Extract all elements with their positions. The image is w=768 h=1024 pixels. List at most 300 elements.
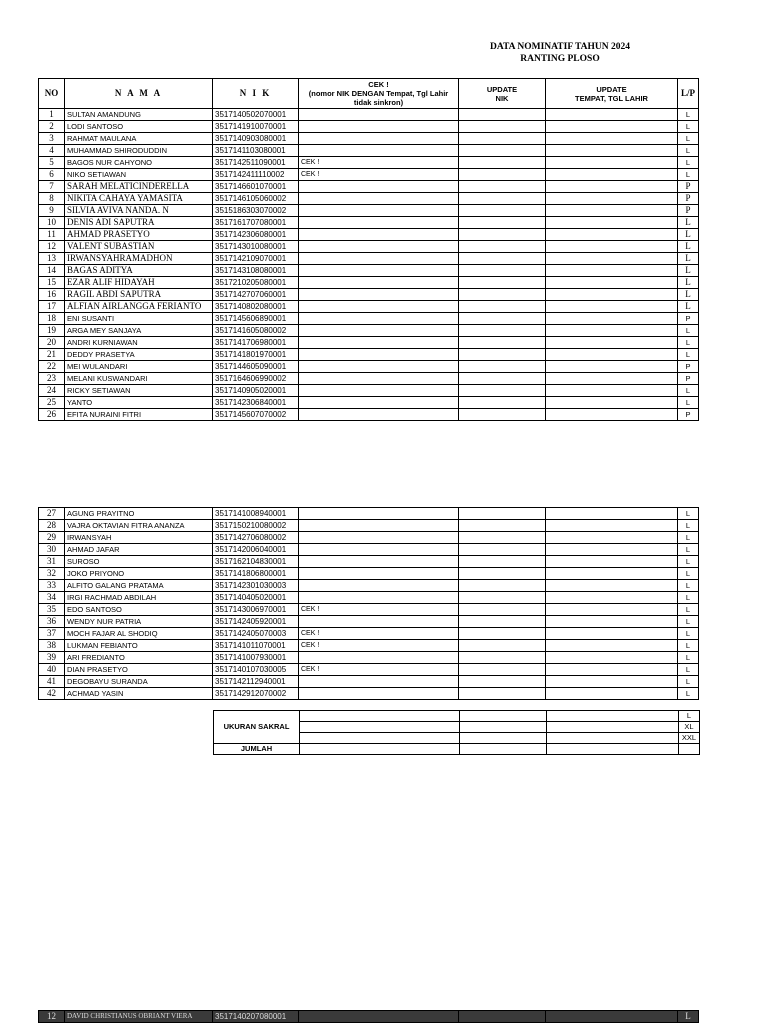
row-cek: CEK ! bbox=[299, 664, 459, 676]
table-row bbox=[39, 616, 699, 628]
row-nama: RAHMAT MAULANA bbox=[65, 133, 213, 145]
summary-cell bbox=[300, 722, 460, 733]
row-no: 7 bbox=[39, 181, 65, 193]
row-cek bbox=[299, 397, 459, 409]
row-no: 15 bbox=[39, 277, 65, 289]
summary-cell bbox=[547, 744, 679, 755]
row-nik: 3515186303070002 bbox=[213, 205, 299, 217]
row-no: 21 bbox=[39, 349, 65, 361]
row-nik: 3517164606990002 bbox=[213, 373, 299, 385]
row-update-ttl bbox=[546, 520, 678, 532]
row-nama: ALFITO GALANG PRATAMA bbox=[65, 580, 213, 592]
header-nik: N I K bbox=[213, 79, 299, 109]
row-update-nik bbox=[459, 157, 546, 169]
row-nik: 3517145607070002 bbox=[213, 409, 299, 421]
row-no: 34 bbox=[39, 592, 65, 604]
row-nik: 3517210205080001 bbox=[213, 277, 299, 289]
summary-cell bbox=[460, 711, 547, 722]
row-lp: L bbox=[678, 580, 699, 592]
summary-cell bbox=[547, 733, 679, 744]
table-row bbox=[39, 628, 699, 640]
row-update-ttl bbox=[546, 121, 678, 133]
row-nama: SARAH MELATICINDERELLA bbox=[65, 181, 213, 193]
row-nik: 3517150210080002 bbox=[213, 520, 299, 532]
row-lp: L bbox=[678, 592, 699, 604]
row-cek: CEK ! bbox=[299, 157, 459, 169]
row-update-ttl bbox=[546, 409, 678, 421]
table-row bbox=[39, 253, 699, 265]
row-no: 10 bbox=[39, 217, 65, 229]
row-update-ttl bbox=[546, 373, 678, 385]
row-update-ttl bbox=[546, 580, 678, 592]
table-row bbox=[39, 145, 699, 157]
row-no: 4 bbox=[39, 145, 65, 157]
row-update-ttl bbox=[546, 604, 678, 616]
row-update-nik bbox=[459, 580, 546, 592]
row-no: 30 bbox=[39, 544, 65, 556]
row-cek bbox=[299, 253, 459, 265]
row-update-nik bbox=[459, 109, 546, 121]
header-cek-line-1: CEK ! bbox=[368, 80, 389, 89]
row-nik: 3517140405020001 bbox=[213, 592, 299, 604]
row-lp: L bbox=[678, 349, 699, 361]
row-cek bbox=[299, 217, 459, 229]
row-update-ttl bbox=[546, 265, 678, 277]
summary-cell bbox=[547, 722, 679, 733]
row-nama: BAGAS ADITYA bbox=[65, 265, 213, 277]
row-update-nik bbox=[459, 229, 546, 241]
row-update-ttl bbox=[546, 544, 678, 556]
row-no: 14 bbox=[39, 265, 65, 277]
row-update-ttl bbox=[546, 229, 678, 241]
row-update-nik bbox=[459, 604, 546, 616]
table-row bbox=[39, 604, 699, 616]
row-no: 25 bbox=[39, 397, 65, 409]
row-update-ttl bbox=[546, 325, 678, 337]
row-nama: NIKITA CAHAYA YAMASITA bbox=[65, 193, 213, 205]
row-update-nik bbox=[459, 349, 546, 361]
table-row bbox=[39, 157, 699, 169]
table-row bbox=[39, 337, 699, 349]
row-lp: L bbox=[678, 337, 699, 349]
row-update-nik bbox=[459, 289, 546, 301]
table-row bbox=[39, 193, 699, 205]
row-cek: CEK ! bbox=[299, 640, 459, 652]
row-cek bbox=[299, 373, 459, 385]
row-no: 5 bbox=[39, 157, 65, 169]
row-nama: MUHAMMAD SHIRODUDDIN bbox=[65, 145, 213, 157]
row-update-ttl bbox=[546, 205, 678, 217]
row-nama: LUKMAN FEBIANTO bbox=[65, 640, 213, 652]
row-update-ttl bbox=[546, 169, 678, 181]
row-update-nik bbox=[459, 592, 546, 604]
row-update-nik bbox=[459, 361, 546, 373]
row-nik: 3517141806800001 bbox=[213, 568, 299, 580]
title-line-1: DATA NOMINATIF TAHUN 2024 bbox=[490, 42, 630, 52]
row-update-nik bbox=[459, 409, 546, 421]
row-update-ttl bbox=[546, 568, 678, 580]
row-lp: L bbox=[678, 544, 699, 556]
row-lp: L bbox=[678, 556, 699, 568]
table-row bbox=[39, 241, 699, 253]
table-row bbox=[39, 409, 699, 421]
jumlah-label: JUMLAH bbox=[214, 744, 300, 755]
row-update-nik bbox=[459, 1011, 546, 1023]
row-lp bbox=[678, 1011, 699, 1023]
row-nik: 3517143010080001 bbox=[213, 241, 299, 253]
table-row bbox=[39, 109, 699, 121]
row-update-ttl bbox=[546, 616, 678, 628]
row-cek bbox=[299, 652, 459, 664]
row-lp: L bbox=[678, 652, 699, 664]
row-cek bbox=[299, 532, 459, 544]
row-no: 3 bbox=[39, 133, 65, 145]
table-row bbox=[39, 385, 699, 397]
row-no bbox=[39, 1011, 65, 1023]
row-update-ttl bbox=[546, 241, 678, 253]
row-nama: IRGI RACHMAD ABDILAH bbox=[65, 592, 213, 604]
row-lp: L bbox=[678, 532, 699, 544]
row-lp: L bbox=[678, 157, 699, 169]
row-lp: L bbox=[678, 217, 699, 229]
row-cek bbox=[299, 580, 459, 592]
row-update-ttl bbox=[546, 349, 678, 361]
row-no: 28 bbox=[39, 520, 65, 532]
table-row bbox=[39, 289, 699, 301]
row-update-nik bbox=[459, 193, 546, 205]
summary-cell bbox=[460, 744, 547, 755]
row-cek bbox=[299, 193, 459, 205]
row-update-ttl bbox=[546, 640, 678, 652]
row-update-ttl bbox=[546, 664, 678, 676]
row-update-nik bbox=[459, 217, 546, 229]
row-nik: 3517142306840001 bbox=[213, 397, 299, 409]
row-lp: L bbox=[678, 145, 699, 157]
row-nik: 3517141910070001 bbox=[213, 121, 299, 133]
table-row bbox=[39, 640, 699, 652]
size-xl: XL bbox=[679, 722, 700, 733]
document-title bbox=[440, 41, 680, 65]
row-nama: SULTAN AMANDUNG bbox=[65, 109, 213, 121]
row-nik: 3517141011070001 bbox=[213, 640, 299, 652]
table-row bbox=[39, 121, 699, 133]
row-update-nik bbox=[459, 277, 546, 289]
row-nama: AHMAD PRASETYO bbox=[65, 229, 213, 241]
row-update-nik bbox=[459, 205, 546, 217]
row-nik: 3517141007930001 bbox=[213, 652, 299, 664]
row-nama: DEDDY PRASETYA bbox=[65, 349, 213, 361]
row-update-ttl bbox=[546, 145, 678, 157]
row-nama: JOKO PRIYONO bbox=[65, 568, 213, 580]
row-update-nik bbox=[459, 688, 546, 700]
row-lp: L bbox=[678, 121, 699, 133]
row-update-nik bbox=[459, 373, 546, 385]
row-lp: P bbox=[678, 193, 699, 205]
table-row bbox=[39, 556, 699, 568]
row-nama: ENI SUSANTI bbox=[65, 313, 213, 325]
ukuran-sakral-label: UKURAN SAKRAL bbox=[214, 711, 300, 744]
row-lp: L bbox=[678, 109, 699, 121]
row-update-ttl bbox=[546, 253, 678, 265]
row-cek bbox=[299, 241, 459, 253]
row-lp: L bbox=[678, 664, 699, 676]
table-row bbox=[39, 325, 699, 337]
row-update-ttl bbox=[546, 337, 678, 349]
row-cek bbox=[299, 265, 459, 277]
table-row bbox=[39, 133, 699, 145]
footer-row-table bbox=[38, 1010, 699, 1023]
row-lp: L bbox=[678, 169, 699, 181]
row-nama: SUROSO bbox=[65, 556, 213, 568]
row-nama: BAGOS NUR CAHYONO bbox=[65, 157, 213, 169]
row-lp: L bbox=[678, 301, 699, 313]
row-nama: EZAR ALIF HIDAYAH bbox=[65, 277, 213, 289]
row-no: 36 bbox=[39, 616, 65, 628]
row-nik: 3517142405070003 bbox=[213, 628, 299, 640]
row-nik: 3517140107030005 bbox=[213, 664, 299, 676]
row-nama: AHMAD JAFAR bbox=[65, 544, 213, 556]
row-lp: L bbox=[678, 688, 699, 700]
table-row bbox=[39, 169, 699, 181]
header-no: NO bbox=[39, 79, 65, 109]
row-update-nik bbox=[459, 520, 546, 532]
table-row bbox=[39, 277, 699, 289]
row-update-nik bbox=[459, 508, 546, 520]
row-update-ttl bbox=[546, 277, 678, 289]
row-lp: P bbox=[678, 313, 699, 325]
row-nama: DENIS ADI SAPUTRA bbox=[65, 217, 213, 229]
row-update-nik bbox=[459, 325, 546, 337]
row-cek bbox=[299, 385, 459, 397]
row-update-nik bbox=[459, 640, 546, 652]
row-nama: VALENT SUBASTIAN bbox=[65, 241, 213, 253]
row-cek bbox=[299, 616, 459, 628]
row-lp: P bbox=[678, 181, 699, 193]
row-cek: CEK ! bbox=[299, 604, 459, 616]
header-update-nik bbox=[459, 79, 546, 109]
row-no: 18 bbox=[39, 313, 65, 325]
row-nik: 3517141801970001 bbox=[213, 349, 299, 361]
row-update-ttl bbox=[546, 532, 678, 544]
nominatif-table-bottom bbox=[38, 507, 699, 700]
row-update-nik bbox=[459, 628, 546, 640]
row-cek bbox=[299, 277, 459, 289]
table-row bbox=[39, 592, 699, 604]
row-cek bbox=[299, 676, 459, 688]
table-row bbox=[39, 373, 699, 385]
table-row bbox=[39, 580, 699, 592]
row-nama: ARI FREDIANTO bbox=[65, 652, 213, 664]
row-lp: L bbox=[678, 229, 699, 241]
row-no: 33 bbox=[39, 580, 65, 592]
row-nik: 3517140502070001 bbox=[213, 109, 299, 121]
row-no: 11 bbox=[39, 229, 65, 241]
row-cek bbox=[299, 121, 459, 133]
row-lp: L bbox=[678, 133, 699, 145]
row-lp: L bbox=[678, 676, 699, 688]
row-cek bbox=[299, 109, 459, 121]
table-row bbox=[39, 301, 699, 313]
table-row bbox=[39, 205, 699, 217]
nominatif-table-top bbox=[38, 78, 699, 421]
row-no: 16 bbox=[39, 289, 65, 301]
header-cek bbox=[299, 79, 459, 109]
row-nik: 3517141605080002 bbox=[213, 325, 299, 337]
row-nama: AGUNG PRAYITNO bbox=[65, 508, 213, 520]
row-no: 9 bbox=[39, 205, 65, 217]
row-nik: 3517142109070001 bbox=[213, 253, 299, 265]
row-cek bbox=[299, 145, 459, 157]
row-nik-text: 3517140207080001 bbox=[215, 1012, 287, 1021]
row-nik: 3517142511090001 bbox=[213, 157, 299, 169]
row-cek bbox=[299, 1011, 459, 1023]
row-lp: L bbox=[678, 385, 699, 397]
header-cek-line-3: tidak sinkron) bbox=[353, 98, 404, 107]
row-update-nik bbox=[459, 544, 546, 556]
row-update-nik bbox=[459, 121, 546, 133]
header-lp: L/P bbox=[678, 79, 699, 109]
row-cek bbox=[299, 688, 459, 700]
row-lp-text: L bbox=[685, 1011, 691, 1021]
row-no: 23 bbox=[39, 373, 65, 385]
row-nama: LODI SANTOSO bbox=[65, 121, 213, 133]
row-update-ttl bbox=[546, 397, 678, 409]
row-no: 29 bbox=[39, 532, 65, 544]
row-nama: MELANI KUSWANDARI bbox=[65, 373, 213, 385]
row-no: 41 bbox=[39, 676, 65, 688]
row-no: 1 bbox=[39, 109, 65, 121]
table-row bbox=[39, 349, 699, 361]
row-nik: 3517142912070002 bbox=[213, 688, 299, 700]
row-nik: 3517142301030003 bbox=[213, 580, 299, 592]
row-update-nik bbox=[459, 556, 546, 568]
row-no: 40 bbox=[39, 664, 65, 676]
row-nik: 3517142707060001 bbox=[213, 289, 299, 301]
row-lp: L bbox=[678, 277, 699, 289]
row-cek bbox=[299, 229, 459, 241]
row-update-nik bbox=[459, 241, 546, 253]
row-update-ttl bbox=[546, 385, 678, 397]
row-update-ttl bbox=[546, 157, 678, 169]
row-update-nik bbox=[459, 397, 546, 409]
row-update-ttl bbox=[546, 688, 678, 700]
row-update-ttl bbox=[546, 556, 678, 568]
row-lp: L bbox=[678, 520, 699, 532]
row-cek bbox=[299, 301, 459, 313]
header-update-ttl bbox=[546, 79, 678, 109]
row-update-nik bbox=[459, 568, 546, 580]
row-lp: L bbox=[678, 640, 699, 652]
summary-cell bbox=[300, 711, 460, 722]
row-lp: L bbox=[678, 604, 699, 616]
table-row bbox=[39, 217, 699, 229]
summary-cell bbox=[547, 711, 679, 722]
header-update-ttl-line-1: UPDATE bbox=[596, 84, 627, 94]
table-row bbox=[39, 313, 699, 325]
row-nama: MOCH FAJAR AL SHODIQ bbox=[65, 628, 213, 640]
row-no: 12 bbox=[39, 241, 65, 253]
row-nik: 3517142306080001 bbox=[213, 229, 299, 241]
row-nik: 3517140905020001 bbox=[213, 385, 299, 397]
row-nama: EFITA NURAINI FITRI bbox=[65, 409, 213, 421]
row-cek bbox=[299, 313, 459, 325]
row-update-nik bbox=[459, 265, 546, 277]
row-cek bbox=[299, 592, 459, 604]
row-nik: 3517143006970001 bbox=[213, 604, 299, 616]
title-line-2: RANTING PLOSO bbox=[520, 54, 600, 64]
row-update-ttl bbox=[546, 676, 678, 688]
row-no: 6 bbox=[39, 169, 65, 181]
row-nama: DIAN PRASETYO bbox=[65, 664, 213, 676]
row-nama: VAJRA OKTAVIAN FITRA ANANZA bbox=[65, 520, 213, 532]
row-cek bbox=[299, 133, 459, 145]
row-nik: 3517142405920001 bbox=[213, 616, 299, 628]
row-nama: RICKY SETIAWAN bbox=[65, 385, 213, 397]
table-row bbox=[39, 676, 699, 688]
row-nik: 3517142706080002 bbox=[213, 532, 299, 544]
row-cek bbox=[299, 544, 459, 556]
row-lp: L bbox=[678, 325, 699, 337]
row-cek bbox=[299, 337, 459, 349]
row-nik: 3517141103080001 bbox=[213, 145, 299, 157]
summary-cell bbox=[679, 744, 700, 755]
row-nama: IRWANSYAHRAMADHON bbox=[65, 253, 213, 265]
table-row bbox=[39, 265, 699, 277]
header-update-ttl-line-2: TEMPAT, TGL LAHIR bbox=[575, 93, 648, 103]
row-no: 24 bbox=[39, 385, 65, 397]
row-update-ttl bbox=[546, 217, 678, 229]
row-cek bbox=[299, 181, 459, 193]
row-cek bbox=[299, 568, 459, 580]
size-xxl: XXL bbox=[679, 733, 700, 744]
row-lp: L bbox=[678, 628, 699, 640]
row-update-nik bbox=[459, 616, 546, 628]
header-nama: N A M A bbox=[65, 79, 213, 109]
row-update-nik bbox=[459, 676, 546, 688]
row-update-nik bbox=[459, 313, 546, 325]
row-nama: ARGA MEY SANJAYA bbox=[65, 325, 213, 337]
row-cek bbox=[299, 409, 459, 421]
summary-table bbox=[213, 710, 700, 755]
row-no: 31 bbox=[39, 556, 65, 568]
row-update-ttl bbox=[546, 361, 678, 373]
row-nik: 3517145606890001 bbox=[213, 313, 299, 325]
row-no: 42 bbox=[39, 688, 65, 700]
row-nama: SILVIA AVIVA NANDA. N bbox=[65, 205, 213, 217]
row-lp: P bbox=[678, 373, 699, 385]
row-no: 38 bbox=[39, 640, 65, 652]
table-row bbox=[39, 229, 699, 241]
row-nik: 3517143108080001 bbox=[213, 265, 299, 277]
row-nik: 3517161707080001 bbox=[213, 217, 299, 229]
row-update-ttl bbox=[546, 652, 678, 664]
row-lp: L bbox=[678, 397, 699, 409]
table-row bbox=[39, 532, 699, 544]
row-no: 19 bbox=[39, 325, 65, 337]
table-row bbox=[39, 397, 699, 409]
row-update-nik bbox=[459, 181, 546, 193]
row-lp: L bbox=[678, 289, 699, 301]
row-no: 27 bbox=[39, 508, 65, 520]
table-row bbox=[39, 568, 699, 580]
row-no: 39 bbox=[39, 652, 65, 664]
row-nama: EDO SANTOSO bbox=[65, 604, 213, 616]
table-row bbox=[39, 520, 699, 532]
row-cek bbox=[299, 508, 459, 520]
row-update-ttl bbox=[546, 301, 678, 313]
row-no: 37 bbox=[39, 628, 65, 640]
row-nama: ANDRI KURNIAWAN bbox=[65, 337, 213, 349]
